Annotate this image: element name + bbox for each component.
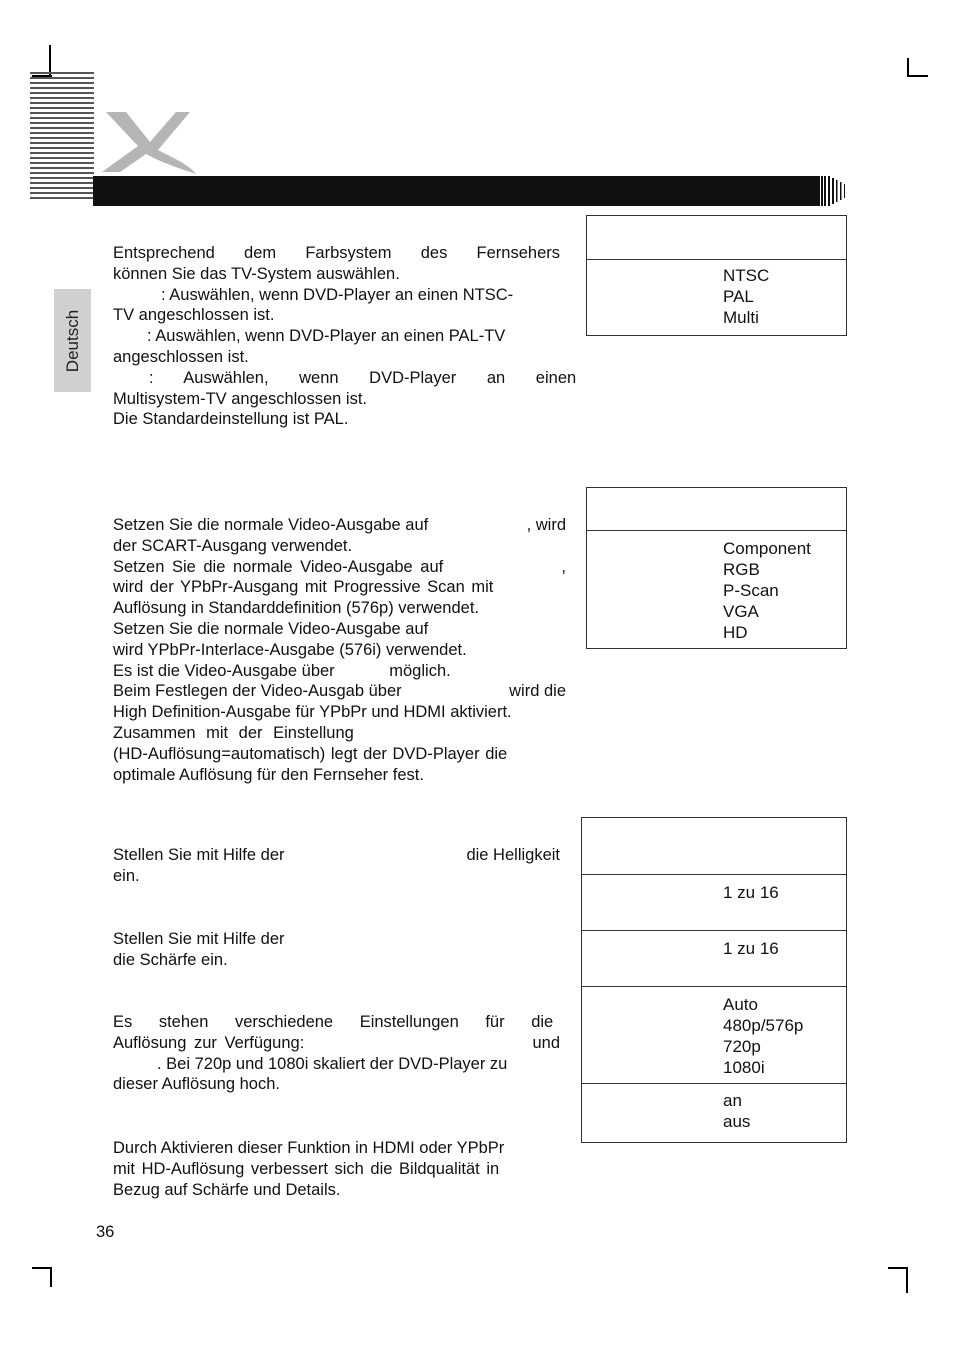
decorative-stripes [30,72,94,200]
text-line: angeschlossen ist. [113,347,249,366]
option-vga[interactable]: VGA [723,602,759,621]
picture-settings-menu-header [582,818,846,875]
video-output-menu-box [586,487,847,649]
brightness-range[interactable]: 1 zu 16 [723,883,779,902]
option-auto[interactable]: Auto [723,995,758,1014]
text-line: Setzen Sie die normale Video-Ausgabe auf , [113,557,566,576]
option-multi[interactable]: Multi [723,308,759,327]
option-ntsc[interactable]: NTSC [723,266,770,285]
text-line: dieser Auflösung hoch. [113,1075,280,1094]
page-number: 36 [96,1223,115,1241]
tv-system-menu-box [586,215,847,336]
text-line: (HD-Auflösung=automatisch) legt der DVD-Player die [113,744,508,763]
option-hd[interactable]: HD [723,623,748,642]
text-line: TV angeschlossen ist. [113,306,275,325]
text-line: Setzen Sie die normale Video-Ausgabe auf [113,619,429,638]
option-pal[interactable]: PAL [723,287,754,306]
tv-system-description [113,243,577,430]
text-line: ein. [113,866,140,885]
text-line: mit HD-Auflösung verbessert sich die Bildqualität in [113,1159,500,1178]
text-line: Multisystem-TV angeschlossen ist. [113,389,368,408]
sharpness-row [582,931,846,987]
option-1080i[interactable]: 1080i [723,1058,765,1077]
brightness-description [113,845,560,887]
option-an[interactable]: an [723,1091,742,1110]
text-line: wird der YPbPr-Ausgang mit Progressive Scan mit [113,578,494,597]
text-line: Bezug auf Schärfe und Details. [113,1180,341,1199]
video-output-description [113,515,566,785]
option-p-scan[interactable]: P-Scan [723,581,779,600]
resolution-row [582,987,846,1084]
tv-system-menu-header [587,216,846,260]
text-line: Beim Festlegen der Video-Ausgab über wird die [113,682,566,701]
text-line: Entsprechend dem Farbsystem des Fernsehers [113,244,560,262]
brightness-row [582,875,846,931]
enhance-row [582,1084,846,1132]
text-line: Auflösung zur Verfügung: und [113,1033,560,1052]
text-line: Durch Aktivieren dieser Funktion in HDMI oder YPbPr [113,1139,505,1157]
header-bar [93,176,819,206]
language-tab-label: Deutsch [62,309,82,372]
video-output-options [587,531,846,643]
text-line: : Auswählen, wenn DVD-Player an einen NTSC- [161,285,514,304]
resolution-description [113,1012,560,1095]
option-rgb[interactable]: RGB [723,560,760,579]
text-line: der SCART-Ausgang verwendet. [113,536,353,555]
text-line: können Sie das TV-System auswählen. [113,264,400,283]
sharpness-description [113,929,560,971]
header-bar-fade-pattern [812,176,848,206]
option-720p[interactable]: 720p [723,1037,761,1056]
text-line: Zusammen mit der Einstellung [113,723,354,742]
text-line: die Schärfe ein. [113,950,228,969]
video-output-menu-header [587,488,846,531]
language-tab[interactable] [54,289,91,392]
option-component[interactable]: Component [723,539,811,558]
picture-settings-menu-box [581,817,847,1143]
text-line: Setzen Sie die normale Video-Ausgabe auf , wird [113,516,566,534]
option-aus[interactable]: aus [723,1112,751,1131]
tv-system-options [587,260,846,328]
text-line: optimale Auflösung für den Fernseher fest. [113,765,424,784]
brand-x-logo [98,108,198,176]
option-480p-576p[interactable]: 480p/576p [723,1016,804,1035]
text-line: Es stehen verschiedene Einstellungen für die [113,1013,554,1031]
text-line: : Auswählen, wenn DVD-Player an einen [149,368,577,387]
text-line: wird YPbPr-Interlace-Ausgabe (576i) verwendet. [113,640,467,659]
sharpness-range[interactable]: 1 zu 16 [723,939,779,958]
text-line: Stellen Sie mit Hilfe der [113,930,285,948]
enhance-description [113,1138,560,1200]
text-line: . Bei 720p und 1080i skaliert der DVD-Player zu [157,1054,508,1073]
text-line: High Definition-Ausgabe für YPbPr und HDMI aktiviert. [113,703,512,722]
text-line: Es ist die Video-Ausgabe über möglich. [113,661,451,680]
text-line: Die Standardeinstellung ist PAL. [113,410,349,429]
text-line: Auflösung in Standarddefinition (576p) verwendet. [113,599,479,618]
text-line: Stellen Sie mit Hilfe der die Helligkeit [113,846,560,864]
text-line: : Auswählen, wenn DVD-Player an einen PAL-TV [147,327,506,346]
